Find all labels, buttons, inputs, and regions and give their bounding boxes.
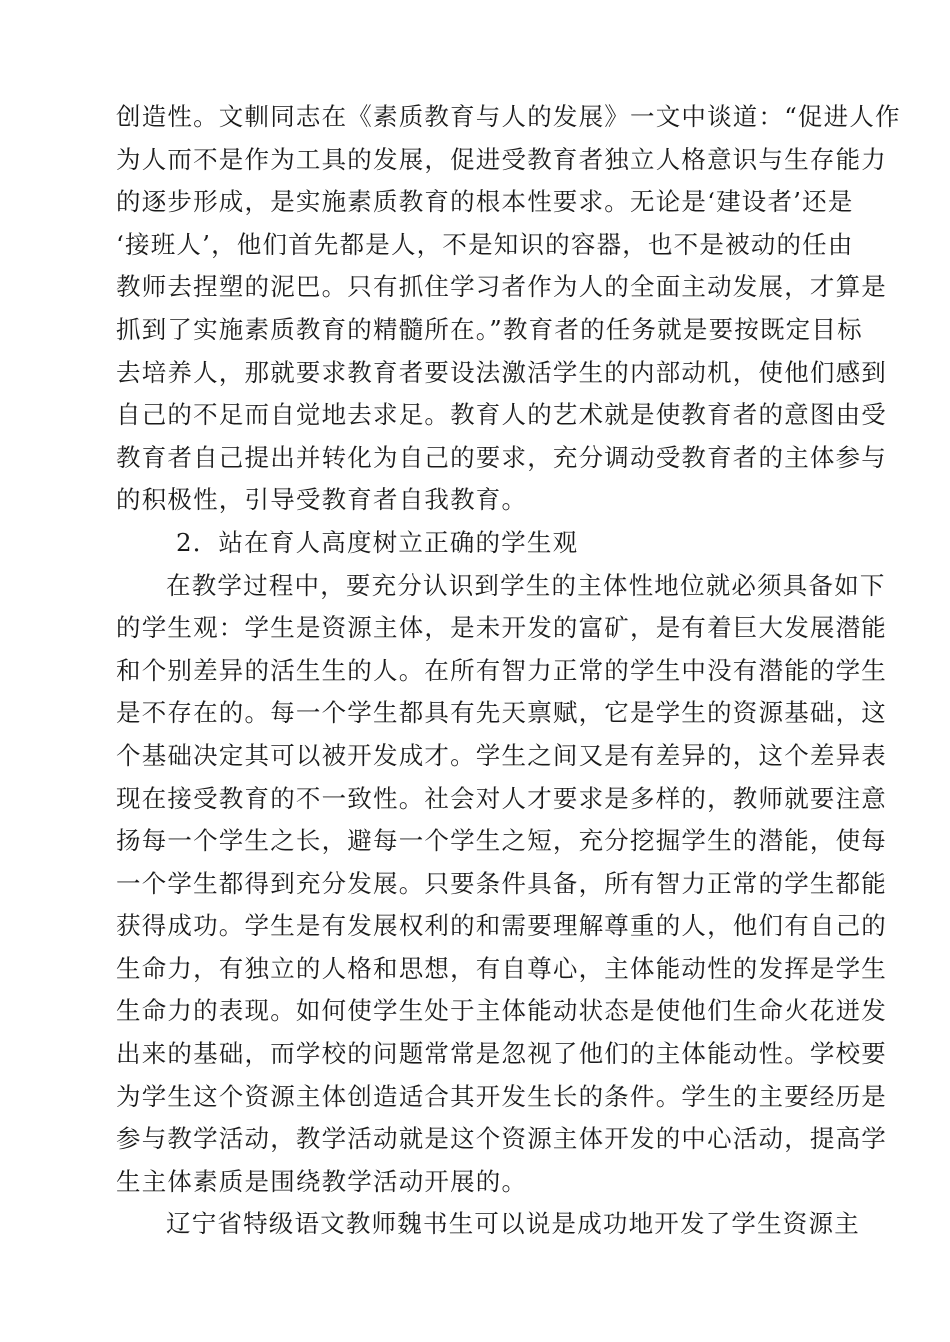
text-line: 抓到了实施素质教育的精髓所在。”教育者的任务就是要按既定目标 bbox=[116, 314, 863, 344]
paragraph-1 bbox=[116, 96, 901, 522]
paragraph-2 bbox=[116, 565, 887, 1204]
text-line: 出来的基础，而学校的问题常常是忽视了他们的主体能动性。学校要 bbox=[116, 1039, 887, 1069]
section-heading: 2．站在育人高度树立正确的学生观 bbox=[176, 527, 579, 557]
text-line: ‘接班人’，他们首先都是人，不是知识的容器，也不是被动的任由 bbox=[116, 229, 854, 259]
text-line: 为学生这个资源主体创造适合其开发生长的条件。学生的主要经历是 bbox=[116, 1081, 887, 1111]
text-line: 创造性。文䡅同志在《素质教育与人的发展》一文中谈道：“促进人作 bbox=[116, 102, 901, 131]
text-line: 生命力的表现。如何使学生处于主体能动状态是使他们生命火花迸发 bbox=[116, 996, 887, 1026]
text-line: 现在接受教育的不一致性。社会对人才要求是多样的，教师就要注意 bbox=[116, 783, 887, 813]
text-line: 去培养人，那就要求教育者要设法激活学生的内部动机，使他们感到 bbox=[116, 357, 887, 387]
text-line: 的学生观：学生是资源主体，是未开发的富矿，是有着巨大发展潜能 bbox=[116, 613, 887, 643]
paragraph-3 bbox=[116, 1203, 874, 1246]
text-line: 个基础决定其可以被开发成才。学生之间又是有差异的，这个差异表 bbox=[116, 740, 887, 770]
text-line: 自己的不足而自觉地去求足。教育人的艺术就是使教育者的意图由受 bbox=[116, 400, 887, 430]
text-line: 生命力，有独立的人格和思想，有自尊心，主体能动性的发挥是学生 bbox=[116, 953, 887, 983]
text-line: 是不存在的。每一个学生都具有先天禀赋，它是学生的资源基础，这 bbox=[116, 698, 887, 728]
text-line: 参与教学活动，教学活动就是这个资源主体开发的中心活动，提高学 bbox=[116, 1124, 887, 1154]
text-line: 的逐步形成，是实施素质教育的根本性要求。无论是‘建设者’还是 bbox=[116, 187, 854, 217]
text-line: 为人而不是作为工具的发展，促进受教育者独立人格意识与生存能力 bbox=[116, 144, 887, 174]
text-line: 在教学过程中，要充分认识到学生的主体性地位就必须具备如下 bbox=[166, 570, 886, 600]
text-line: 的积极性，引导受教育者自我教育。 bbox=[116, 485, 528, 515]
text-line: 教师去捏塑的泥巴。只有抓住学习者作为人的全面主动发展，才算是 bbox=[116, 272, 887, 302]
text-line: 辽宁省特级语文教师魏书生可以说是成功地开发了学生资源主 bbox=[166, 1209, 860, 1239]
body-text bbox=[116, 96, 901, 1246]
text-line: 生主体素质是围绕教学活动开展的。 bbox=[116, 1166, 528, 1196]
text-line: 获得成功。学生是有发展权利的和需要理解尊重的人，他们有自己的 bbox=[116, 911, 887, 941]
text-line: 扬每一个学生之长，避每一个学生之短，充分挖掘学生的潜能，使每 bbox=[116, 826, 887, 856]
text-line: 和个别差异的活生生的人。在所有智力正常的学生中没有潜能的学生 bbox=[116, 655, 887, 685]
text-line: 一个学生都得到充分发展。只要条件具备，所有智力正常的学生都能 bbox=[116, 868, 887, 898]
text-line: 教育者自己提出并转化为自己的要求，充分调动受教育者的主体参与 bbox=[116, 442, 887, 472]
